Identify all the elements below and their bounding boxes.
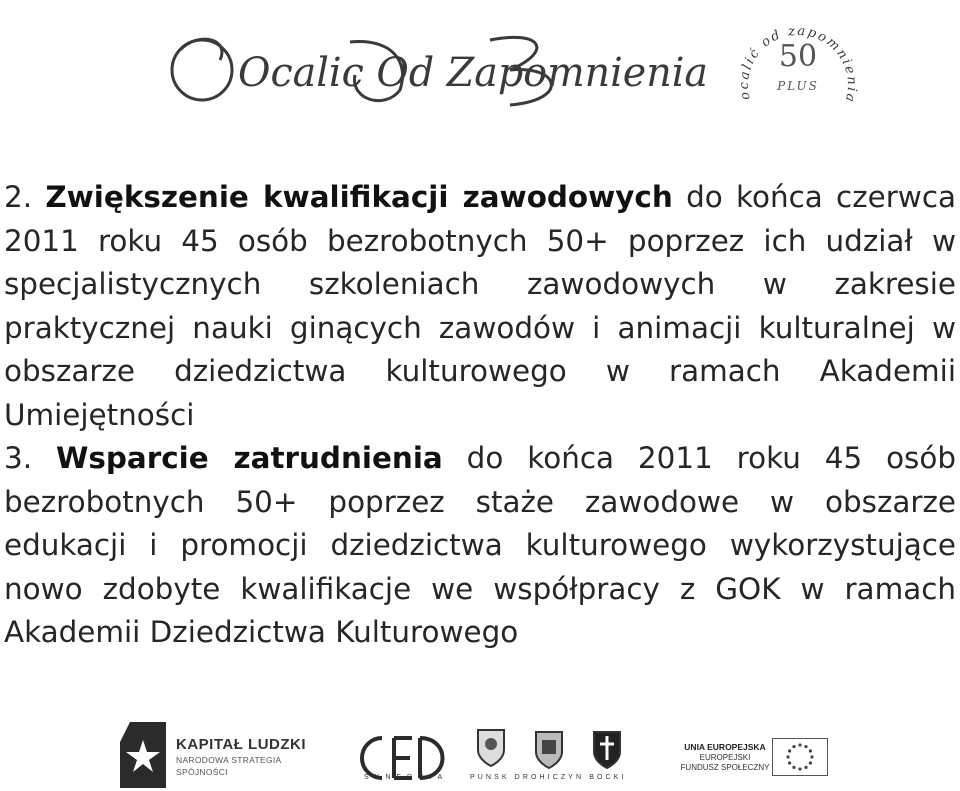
eu-fund-text-logo bbox=[680, 742, 770, 773]
objectives-text bbox=[4, 176, 956, 655]
kapital-ludzki-logo bbox=[176, 736, 326, 778]
ue-line-2: EUROPEJSKI bbox=[699, 753, 751, 762]
header-banner bbox=[0, 0, 960, 120]
objective-2-body: do końca czerwca 2011 roku 45 osób bezrobotnych 50+ poprzez ich udział w specjalistycznych szkoleniach zawodowych w zakresie praktycznej nauki ginących zawodów i animacji kulturalnej w obszarze dziedzictwa kulturowego w ramach Akademii Umiejętności bbox=[4, 180, 957, 432]
project-title-text: Ocalic Od Zapomnienia bbox=[238, 50, 708, 96]
drohiczyn-crest-icon bbox=[534, 730, 564, 770]
objective-3-body: do końca 2011 roku 45 osób bezrobotnych 50+ poprzez staże zawodowe w obszarze edukacji i promocji dziedzictwa kulturowego wykorzystujące nowo zdobyte kwalifikacje we współpracy z GOK w ramach Akademii Dziedzictwa Kulturowego bbox=[4, 441, 957, 649]
objective-3-number: 3. bbox=[4, 441, 33, 475]
ue-line-3: FUNDUSZ SPOŁECZNY bbox=[680, 763, 770, 772]
objective-3 bbox=[4, 437, 956, 655]
kapital-ludzki-subtitle: NARODOWA STRATEGIA SPÓJNOŚCI bbox=[176, 755, 282, 777]
seal-sub-text: PLUS bbox=[777, 79, 819, 93]
partner-communes-label: PUNSK DROHICZYN BOCKI bbox=[470, 774, 627, 781]
objective-3-heading: Wsparcie zatrudnienia bbox=[55, 441, 443, 475]
seal-ring-text: ocalić od zapomnienia bbox=[736, 23, 860, 106]
seal-50-plus-logo bbox=[728, 4, 868, 114]
project-title-logo bbox=[160, 20, 720, 110]
kapital-ludzki-star-icon bbox=[120, 722, 166, 788]
eu-flag-icon bbox=[772, 738, 828, 776]
punsk-crest-icon bbox=[476, 728, 506, 768]
synergia-label: SYNERGIA bbox=[364, 774, 449, 781]
bocki-crest-icon bbox=[592, 730, 622, 770]
objective-2-number: 2. bbox=[4, 180, 33, 214]
kapital-ludzki-title: KAPITAŁ LUDZKI bbox=[176, 736, 307, 753]
objective-2 bbox=[4, 176, 956, 437]
ue-title: UNIA EUROPEJSKA bbox=[684, 742, 766, 752]
seal-number: 50 bbox=[778, 39, 818, 74]
funding-logos-bar bbox=[0, 708, 960, 791]
objective-2-heading: Zwiększenie kwalifikacji zawodowych bbox=[45, 180, 673, 214]
